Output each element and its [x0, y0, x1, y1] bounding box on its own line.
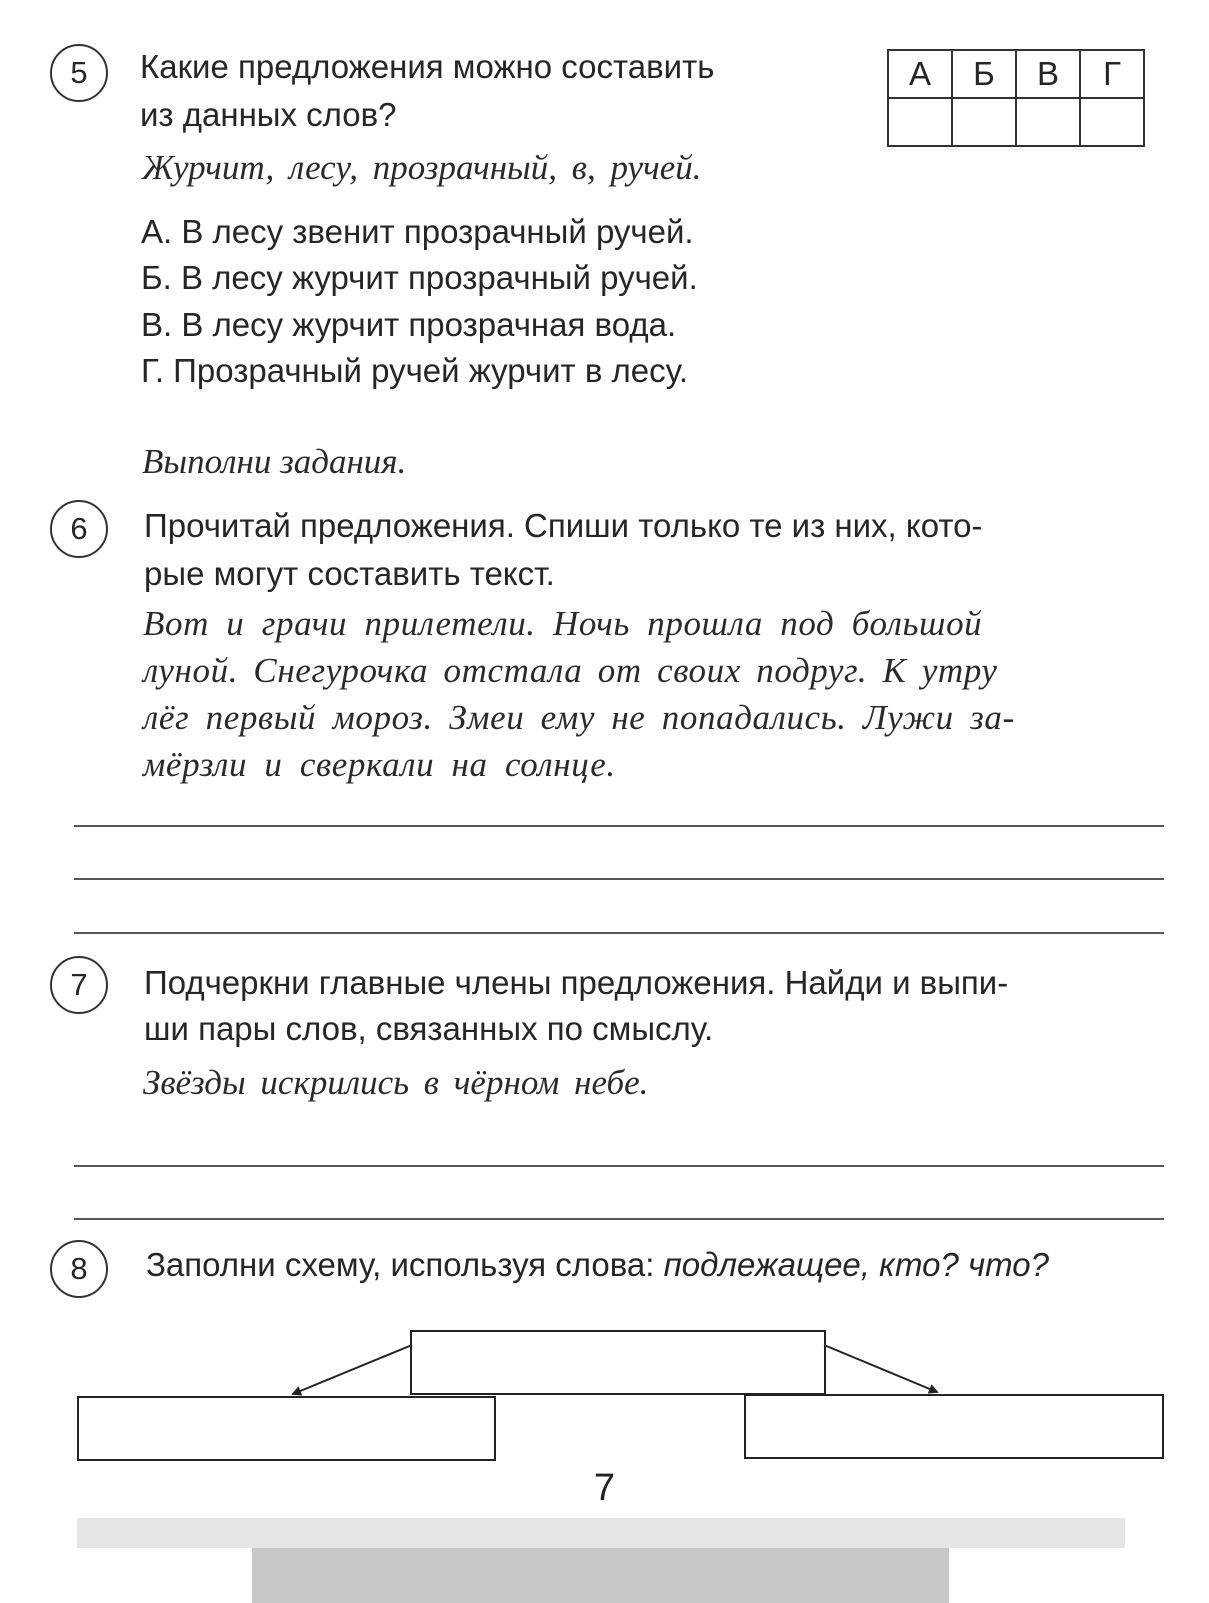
scheme-top-box[interactable] [410, 1330, 826, 1395]
scheme-right-box[interactable] [744, 1394, 1164, 1459]
task-6-text-line2: луной. Снегурочка отстала от своих подруг. К утру [143, 651, 998, 690]
footer-band-light [77, 1518, 1125, 1548]
answer-header-v: В [1016, 50, 1080, 98]
task-6-text-line1: Вот и грачи прилетели. Ночь прошла под большой [143, 604, 983, 643]
page-number: 7 [593, 1467, 616, 1509]
task-7-question-line1: Подчеркни главные члены предложения. Найди и выпи- [144, 964, 1009, 1001]
task-5-words: Журчит, лесу, прозрачный, в, ручей. [142, 148, 702, 187]
task-5-question-line2: из данных слов? [140, 96, 397, 133]
task-5-option-g: Г. Прозрачный ручей журчит в лесу. [141, 352, 688, 389]
task-8-number: 8 [50, 1240, 108, 1298]
arrow-right [824, 1345, 937, 1392]
task-5-question-line1: Какие предложения можно составить [140, 48, 715, 85]
answer-header-a: А [888, 50, 952, 98]
task-5-option-a: А. В лесу звенит прозрачный ручей. [141, 213, 694, 250]
scheme-left-box[interactable] [77, 1396, 496, 1461]
task-5-option-v: В. В лесу журчит прозрачная вода. [141, 306, 677, 343]
task-8-question-words: подлежащее, кто? что? [663, 1246, 1049, 1283]
task-7-number: 7 [50, 956, 108, 1014]
task-6-number: 6 [50, 500, 108, 558]
task-6-question-line1: Прочитай предложения. Спиши только те из них, кото- [144, 507, 983, 544]
footer-band-dark [252, 1548, 949, 1603]
task-8-question-text: Заполни схему, используя слова: [146, 1246, 664, 1283]
task-6-text-line3: лёг первый мороз. Змеи ему не попадались. Лужи за- [143, 698, 1015, 737]
arrow-left [293, 1345, 412, 1394]
task-7-question-line2: ши пары слов, связанных по смыслу. [144, 1010, 714, 1047]
answer-header-g: Г [1080, 50, 1144, 98]
task-5-option-b: Б. В лесу журчит прозрачный ручей. [141, 259, 698, 296]
task-6-text-line4: мёрзли и сверкали на солнце. [143, 745, 616, 784]
section-heading: Выполни задания. [142, 442, 407, 481]
task-5-number: 5 [50, 44, 108, 102]
answer-header-b: Б [952, 50, 1016, 98]
task-6-question-line2: рые могут составить текст. [144, 555, 555, 592]
task-7-sentence: Звёзды искрились в чёрном небе. [143, 1063, 649, 1102]
